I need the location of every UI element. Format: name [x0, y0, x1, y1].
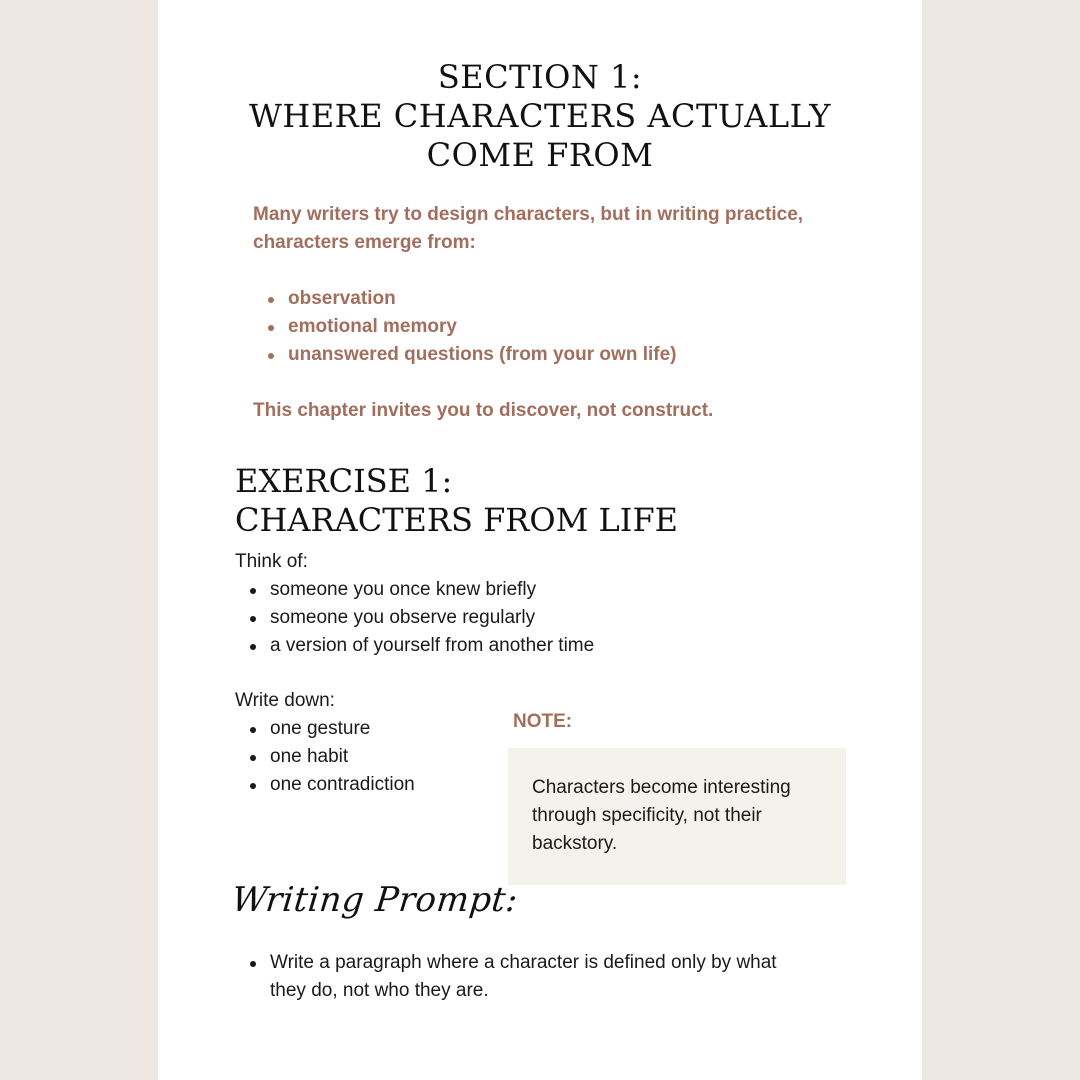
write-down-block: [235, 687, 415, 799]
write-down-label: Write down:: [235, 690, 335, 711]
writing-prompt-item: Write a paragraph where a character is defined only by what they do, not who they are.: [250, 949, 795, 1005]
intro-list-item: observation: [268, 285, 813, 313]
exercise-title-line-1: EXERCISE 1:: [235, 462, 453, 500]
workbook-page: [158, 0, 922, 1080]
intro-list: [253, 285, 813, 369]
think-of-label: Think of:: [235, 551, 308, 572]
think-of-item: someone you observe regularly: [250, 604, 594, 632]
section-title-line-2: WHERE CHARACTERS ACTUALLY: [249, 97, 831, 135]
think-of-list: [235, 576, 594, 660]
note-box: [508, 748, 846, 885]
intro-list-item: unanswered questions (from your own life): [268, 341, 813, 369]
section-title-line-3: COME FROM: [426, 136, 654, 174]
exercise-title-line-2: CHARACTERS FROM LIFE: [235, 501, 678, 539]
exercise-title: [235, 462, 678, 540]
write-down-item: one gesture: [250, 715, 415, 743]
intro-block: [253, 201, 813, 425]
think-of-item: someone you once knew briefly: [250, 576, 594, 604]
intro-list-item: emotional memory: [268, 313, 813, 341]
writing-prompt-block: [235, 949, 795, 1005]
think-of-item: a version of yourself from another time: [250, 632, 594, 660]
write-down-list: [235, 715, 415, 799]
section-title: [158, 58, 922, 175]
writing-prompt-list: [235, 949, 795, 1005]
write-down-item: one contradiction: [250, 771, 415, 799]
intro-paragraph: Many writers try to design characters, but in writing practice, characters emerge from:: [253, 204, 804, 253]
section-title-line-1: SECTION 1:: [437, 58, 643, 96]
write-down-item: one habit: [250, 743, 415, 771]
note-text: Characters become interesting through specificity, not their backstory.: [532, 777, 791, 854]
intro-closing: This chapter invites you to discover, not construct.: [253, 400, 714, 421]
note-label: NOTE:: [513, 711, 573, 732]
think-of-block: [235, 548, 594, 660]
writing-prompt-heading: Writing Prompt:: [229, 880, 520, 920]
